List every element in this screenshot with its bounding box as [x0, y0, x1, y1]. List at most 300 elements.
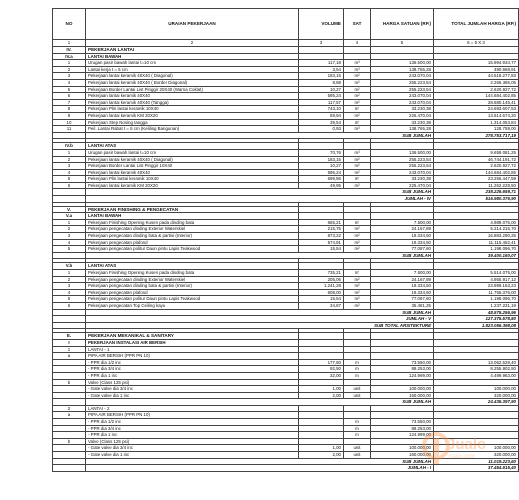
row-volume: 595,24: [299, 93, 344, 100]
header-vol: VOLUME: [299, 9, 344, 40]
row-description: Urugan pasir bawah lantai t=10 cm: [86, 60, 299, 67]
row-unit-price: 243.070,04: [371, 93, 434, 100]
row-unit: unit: [344, 445, 371, 452]
row-unit-price: 33.230,38: [371, 176, 434, 183]
table-row: [53, 239, 519, 246]
subtotal-label: SUB JUMLAH: [86, 132, 434, 139]
subtotal-label: JUMLAH - I: [86, 465, 434, 472]
row-unit: m²: [344, 79, 371, 86]
row-total: 1.198.096,70: [434, 246, 519, 253]
row-number: 6: [53, 93, 86, 100]
empty-cell: [53, 465, 86, 472]
row-number: [53, 432, 86, 439]
table-row: [53, 379, 519, 386]
row-description: Pekerjaan Plin lantai keramik 10X40: [86, 106, 299, 113]
row-description: - Gate valve dia 3/4 inc: [86, 445, 299, 452]
table-row: [53, 359, 519, 366]
row-number: 5: [53, 296, 86, 303]
row-total: [434, 53, 519, 60]
row-volume: 15,54: [299, 246, 344, 253]
row-number: 2: [53, 66, 86, 73]
row-description: - Gate valve dia 3/4 inc: [86, 386, 299, 393]
row-description: Urugan pasir bawah lantai t=10 cm: [86, 149, 299, 156]
row-volume: [299, 47, 344, 54]
row-unit: m²: [344, 239, 371, 246]
row-unit: unit: [344, 392, 371, 399]
row-unit: [344, 143, 371, 150]
row-number: 5: [53, 176, 86, 183]
row-number: 3: [53, 73, 86, 80]
row-unit: unit: [344, 386, 371, 393]
row-total: 11.115.452,41: [434, 239, 519, 246]
row-unit-price: 225.470,04: [371, 182, 434, 189]
row-unit: m²: [344, 73, 371, 80]
row-number: 4: [53, 79, 86, 86]
row-number: 6: [53, 302, 86, 309]
row-unit-price: 243.070,04: [371, 169, 434, 176]
row-unit-price: 19.334,50: [371, 239, 434, 246]
table-row: [53, 386, 519, 393]
row-total: 23.999.163,23: [434, 283, 519, 290]
row-number: [53, 419, 86, 426]
row-unit-price: 19.334,50: [371, 233, 434, 240]
row-volume: 3,54: [299, 66, 344, 73]
table-body: [53, 47, 519, 472]
row-description: Pekerjaan lantai keramik KM 20X20: [86, 112, 299, 119]
row-number: 1: [53, 149, 86, 156]
empty-cell: [53, 458, 86, 465]
section-header-row: [53, 263, 519, 270]
row-unit-price: [371, 379, 434, 386]
table-row: [53, 353, 519, 360]
row-unit-price: [371, 213, 434, 220]
row-unit: m²: [344, 163, 371, 170]
table-row: [53, 276, 519, 283]
row-description: Pekerjaan pengecatan dinding Exterior Waterskiel: [86, 276, 299, 283]
row-total: [434, 353, 519, 360]
row-total: [434, 47, 519, 54]
row-number: [53, 386, 86, 393]
section-header-row: [53, 47, 519, 54]
subtotal-value: 516.980.376,90: [434, 196, 519, 203]
row-number: 5: [53, 86, 86, 93]
header-row: [53, 9, 519, 40]
section-header-row: [53, 333, 519, 340]
row-unit-price: 255.223,54: [371, 79, 434, 86]
row-description: PEKERJAAN FINISHING & PENGECATAN: [86, 206, 299, 213]
row-description: - PPR dia 1 inc: [86, 432, 299, 439]
table-row: [53, 182, 519, 189]
table-row: [53, 79, 519, 86]
colnum-1: 1: [53, 40, 86, 47]
row-number: 2: [53, 405, 86, 412]
cost-table: [52, 8, 519, 472]
row-description: PEKERJAAN INSTALASI AIR BERSIH: [86, 339, 299, 346]
row-total: 2.266.385,05: [434, 79, 519, 86]
row-volume: [299, 213, 344, 220]
row-total: [434, 143, 519, 150]
row-volume: 873,22: [299, 233, 344, 240]
row-unit-price: 124.999,00: [371, 372, 434, 379]
row-volume: 8,88: [299, 79, 344, 86]
row-unit: m: [344, 359, 371, 366]
row-unit: m: [344, 372, 371, 379]
row-total: [434, 412, 519, 419]
row-unit-price: [371, 206, 434, 213]
row-unit: unit: [344, 452, 371, 459]
row-description: Pekerjaan pengecatan plafond: [86, 239, 299, 246]
empty-cell: [53, 196, 86, 203]
row-number: 6: [53, 182, 86, 189]
row-number: 4: [53, 169, 86, 176]
row-number: IV.: [53, 47, 86, 54]
row-description: Pekerjaan lantai keramik 40X40 ( Diagonal): [86, 73, 299, 80]
row-total: 320.000,00: [434, 452, 519, 459]
row-volume: [299, 339, 344, 346]
row-unit-price: 33.230,38: [371, 106, 434, 113]
row-total: 16.883.290,25: [434, 233, 519, 240]
row-description: - PPR dia 1 inc: [86, 372, 299, 379]
row-volume: [299, 263, 344, 270]
subtotal-label: SUB JUMLAH: [86, 399, 434, 406]
row-unit-price: 35.481,25: [371, 302, 434, 309]
row-description: Pekerjaan Plin lantai keramik 10X40: [86, 176, 299, 183]
row-unit: m²: [344, 93, 371, 100]
row-total: 144.684.402,85: [434, 169, 519, 176]
row-total: 5.214.215,70: [434, 226, 519, 233]
subtotal-row: [53, 399, 519, 406]
row-total: 46.744.191,72: [434, 156, 519, 163]
row-number: 2: [53, 276, 86, 283]
row-unit-price: 160.000,00: [371, 392, 434, 399]
row-unit-price: 7.500,00: [371, 270, 434, 277]
row-description: Peil. Lantai Rabat t = 5 cm (Keliling Bangunan): [86, 126, 299, 133]
empty-cell: [53, 316, 86, 323]
row-description: Pekerjaan Step Nosing tangga: [86, 119, 299, 126]
row-volume: 595,24: [299, 169, 344, 176]
row-number: a: [53, 353, 86, 360]
row-number: 8: [53, 106, 86, 113]
table-row: [53, 226, 519, 233]
row-unit-price: 24.167,89: [371, 276, 434, 283]
table-row: [53, 270, 519, 277]
row-unit: [344, 47, 371, 54]
row-total: 13.062.528,40: [434, 359, 519, 366]
row-number: 3: [53, 283, 86, 290]
header-price: HARGA SATUAN (RP.): [371, 9, 434, 40]
row-unit-price: [371, 353, 434, 360]
row-description: Pekerjaan pengecatan dinding Exterior Waterskiel: [86, 226, 299, 233]
table-row: [53, 60, 519, 67]
row-total: [434, 213, 519, 220]
row-number: [53, 445, 86, 452]
table-row: [53, 289, 519, 296]
subtotal-value: 48.575.256,96: [434, 309, 519, 316]
row-unit: [344, 339, 371, 346]
row-unit: [344, 333, 371, 340]
section-header-row: [53, 213, 519, 220]
row-unit: m': [344, 270, 371, 277]
subtotal-row: [53, 322, 519, 329]
table-row: [53, 233, 519, 240]
row-unit: m³: [344, 60, 371, 67]
row-number: V.b: [53, 263, 86, 270]
row-total: 13.514.674,20: [434, 112, 519, 119]
row-unit: m²: [344, 246, 371, 253]
row-description: Pekerjaan pengecatan plafond: [86, 289, 299, 296]
row-unit-price: 138.765,28: [371, 126, 434, 133]
section-header-row: [53, 206, 519, 213]
row-total: 4.989.075,00: [434, 219, 519, 226]
row-number: 1: [53, 219, 86, 226]
subtotal-row: [53, 316, 519, 323]
row-number: [53, 452, 86, 459]
row-unit-price: 19.334,50: [371, 283, 434, 290]
row-total: [434, 379, 519, 386]
row-total: 11.262.228,50: [434, 182, 519, 189]
row-unit: m': [344, 219, 371, 226]
table-row: [53, 176, 519, 183]
row-unit-price: [371, 405, 434, 412]
subtotal-row: [53, 309, 519, 316]
row-unit-price: 89.253,00: [371, 425, 434, 432]
row-total: 100.000,00: [434, 386, 519, 393]
row-unit-price: [371, 53, 434, 60]
row-volume: 183,15: [299, 156, 344, 163]
row-unit: m³: [344, 66, 371, 73]
row-unit: m: [344, 366, 371, 373]
row-unit: m²: [344, 169, 371, 176]
table-row: [53, 366, 519, 373]
rab-sheet: [52, 8, 516, 472]
row-unit-price: 255.223,54: [371, 156, 434, 163]
row-description: Pekerjaan pengecatan Top Ceiling kayu: [86, 302, 299, 309]
row-unit: m': [344, 119, 371, 126]
row-volume: 59,94: [299, 112, 344, 119]
empty-cell: [53, 322, 86, 329]
section-header-row: [53, 339, 519, 346]
row-number: 2: [53, 156, 86, 163]
row-description: PIPA AIR BERSIH (PPR PN 10): [86, 412, 299, 419]
header-desc: URAIAN PEKERJAAN: [86, 9, 299, 40]
row-number: b: [53, 379, 86, 386]
row-total: 28.580.145,41: [434, 99, 519, 106]
row-volume: 49,95: [299, 182, 344, 189]
column-number-row: [53, 40, 519, 47]
row-unit-price: [371, 143, 434, 150]
row-description: Pekerjaan Finishing Opening Kusen pada dinding bata: [86, 270, 299, 277]
row-total: 2.620.927,72: [434, 163, 519, 170]
row-description: Pekerjaan Border Lantai List Pinggir 10X40: [86, 163, 299, 170]
row-unit-price: 225.470,04: [371, 112, 434, 119]
colnum-2: 2: [86, 40, 299, 47]
row-unit-price: [371, 333, 434, 340]
row-unit: m³: [344, 149, 371, 156]
empty-cell: [53, 252, 86, 259]
row-total: 24.693.607,53: [434, 106, 519, 113]
table-row: [53, 106, 519, 113]
row-unit: [344, 405, 371, 412]
row-unit: [344, 263, 371, 270]
table-row: [53, 246, 519, 253]
row-volume: 92,50: [299, 366, 344, 373]
row-volume: [299, 432, 344, 439]
subtotal-value: 37.454.615,40: [434, 465, 519, 472]
row-total: 8.255.902,50: [434, 366, 519, 373]
row-total: 490.968,91: [434, 66, 519, 73]
row-number: [53, 372, 86, 379]
row-unit-price: 100.000,00: [371, 386, 434, 393]
subtotal-label: JUMLAH - V: [86, 316, 434, 323]
row-total: 9.659.081,25: [434, 149, 519, 156]
row-unit: m²: [344, 156, 371, 163]
row-total: 1.314.053,84: [434, 119, 519, 126]
row-volume: 177,60: [299, 359, 344, 366]
row-volume: 1.241,28: [299, 283, 344, 290]
colnum-3: 3: [299, 40, 344, 47]
table-row: [53, 405, 519, 412]
table-row: [53, 66, 519, 73]
row-unit: m²: [344, 233, 371, 240]
row-unit: m²: [344, 226, 371, 233]
table-row: [53, 73, 519, 80]
subtotal-value: 1.823.056.398,08: [434, 322, 519, 329]
row-unit-price: 77.087,60: [371, 246, 434, 253]
row-unit-price: 243.070,04: [371, 99, 434, 106]
row-total: 4.955.917,12: [434, 276, 519, 283]
table-row: [53, 296, 519, 303]
subtotal-value: 238.226.659,71: [434, 189, 519, 196]
subtotal-label: SUB JUMLAH: [86, 189, 434, 196]
row-description: Pekerjaan lantai keramik 40X40: [86, 93, 299, 100]
row-volume: 743,10: [299, 106, 344, 113]
row-number: 5: [53, 246, 86, 253]
row-unit: m²: [344, 112, 371, 119]
row-description: PEKERJAAN MEKANIKAL & SANITARY: [86, 333, 299, 340]
table-row: [53, 119, 519, 126]
watermark: [421, 420, 503, 474]
row-unit-price: 100.000,00: [371, 445, 434, 452]
row-unit: m': [344, 106, 371, 113]
table-row: [53, 126, 519, 133]
row-volume: [299, 425, 344, 432]
row-volume: 32,00: [299, 372, 344, 379]
colnum-6: 6 = 5 X 3: [434, 40, 519, 47]
row-unit-price: 255.223,54: [371, 86, 434, 93]
row-description: - Gate valve dia 1 inc: [86, 392, 299, 399]
row-volume: 2,00: [299, 452, 344, 459]
row-total: 11.755.376,00: [434, 289, 519, 296]
table-row: [53, 302, 519, 309]
row-number: 10: [53, 119, 86, 126]
row-description: LANTAI - 1: [86, 346, 299, 353]
row-unit-price: 33.230,38: [371, 119, 434, 126]
table-row: [53, 156, 519, 163]
row-unit-price: 136.500,00: [371, 60, 434, 67]
empty-cell: [53, 189, 86, 196]
watermark-sub: jualo.com: [449, 454, 475, 460]
header-total: TOTAL JUMLAH HARGA (RP.): [434, 9, 519, 40]
row-unit-price: 124.999,00: [371, 432, 434, 439]
table-row: [53, 372, 519, 379]
row-total: 100.000,00: [434, 445, 519, 452]
row-number: 4: [53, 289, 86, 296]
row-volume: [299, 206, 344, 213]
row-unit-price: 138.765,28: [371, 66, 434, 73]
table-row: [53, 219, 519, 226]
row-unit-price: 7.500,00: [371, 219, 434, 226]
row-unit: m²: [344, 99, 371, 106]
table-row: [53, 93, 519, 100]
row-volume: [299, 53, 344, 60]
empty-cell: [53, 309, 86, 316]
row-volume: 15,54: [299, 296, 344, 303]
row-number: 3: [53, 233, 86, 240]
row-unit: m²: [344, 302, 371, 309]
row-total: [434, 263, 519, 270]
row-unit: m': [344, 176, 371, 183]
row-unit: [344, 346, 371, 353]
row-description: Pekerjaan Border Lantai List Pinggir 20X40 (Warna Coklat): [86, 86, 299, 93]
row-description: Pekerjaan pengecatan politur Daun pintu Lapis Teakwood: [86, 246, 299, 253]
row-description: LANTAI BAWAH: [86, 213, 299, 220]
row-volume: [299, 438, 344, 445]
row-total: 15.994.934,77: [434, 60, 519, 67]
row-number: IV.a: [53, 53, 86, 60]
row-volume: 70,76: [299, 149, 344, 156]
row-unit-price: [371, 339, 434, 346]
row-unit: m: [344, 419, 371, 426]
row-number: [53, 392, 86, 399]
row-volume: 34,87: [299, 302, 344, 309]
row-unit-price: 89.253,00: [371, 366, 434, 373]
row-total: 128.759,00: [434, 126, 519, 133]
row-description: LANTAI BAWAH: [86, 53, 299, 60]
row-number: I: [53, 339, 86, 346]
row-unit: [344, 438, 371, 445]
subtotal-label: SUB JUMLAH: [86, 458, 434, 465]
row-description: Pekerjaan pengecatan politur Daun pintu Lapis Teakwood: [86, 296, 299, 303]
row-number: [53, 359, 86, 366]
empty-cell: [53, 399, 86, 406]
row-description: Pekerjaan lantai keramik 40X40 ( Diagonal): [86, 156, 299, 163]
row-unit: m³: [344, 126, 371, 133]
row-description: LANTAI - 2: [86, 405, 299, 412]
row-volume: 10,27: [299, 163, 344, 170]
row-description: PEKERJAAN LANTAI: [86, 47, 299, 54]
subtotal-value: 24.435.397,90: [434, 399, 519, 406]
row-description: Valve (Class 125 psi): [86, 379, 299, 386]
subtotal-label: SUB TOTAL ARSITEKTURE: [86, 322, 434, 329]
row-volume: 665,21: [299, 219, 344, 226]
row-description: Pekerjaan lantai keramik KM 20X20: [86, 182, 299, 189]
row-total: 5.514.075,00: [434, 270, 519, 277]
table-row: [53, 149, 519, 156]
row-number: 3: [53, 163, 86, 170]
row-volume: [299, 412, 344, 419]
subtotal-row: [53, 252, 519, 259]
row-volume: 117,18: [299, 60, 344, 67]
row-total: 44.518.277,83: [434, 73, 519, 80]
row-number: V.a: [53, 213, 86, 220]
row-unit-price: 19.334,50: [371, 289, 434, 296]
row-description: LANTAI ATAS: [86, 143, 299, 150]
row-description: Pekerjaan pengecatan dinding bata & partisi (Interior): [86, 283, 299, 290]
row-number: V.: [53, 206, 86, 213]
row-volume: 1,00: [299, 386, 344, 393]
row-description: - PPR dia 1/2 inc: [86, 419, 299, 426]
table-row: [53, 99, 519, 106]
